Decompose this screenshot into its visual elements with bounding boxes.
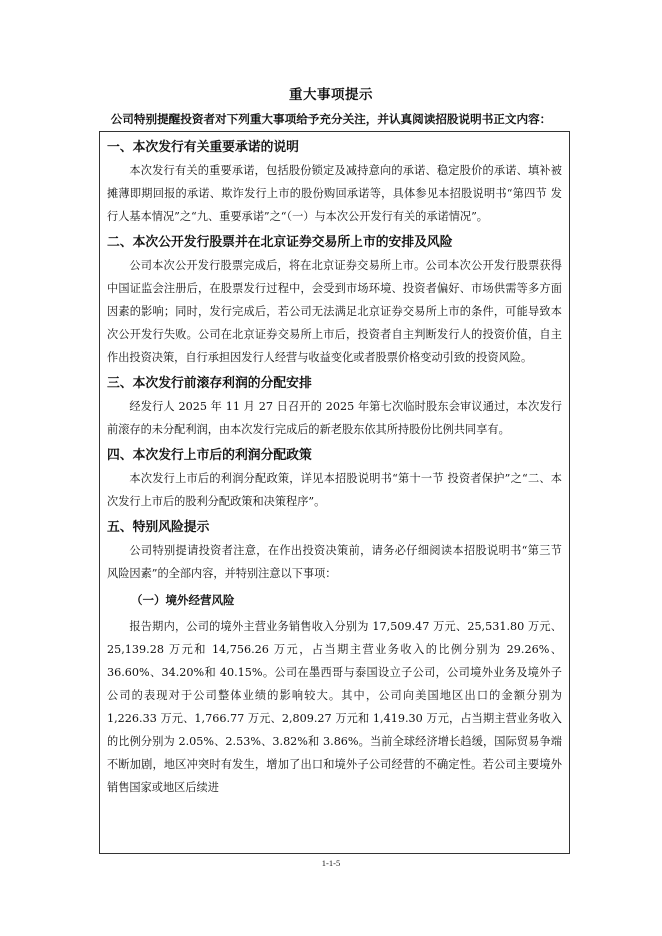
section-heading-4: 四、本次发行上市后的利润分配政策 — [107, 448, 312, 463]
content-box — [99, 131, 570, 854]
page-subtitle: 公司特别提醒投资者对下列重大事项给予充分关注，并认真阅读招股说明书正文内容： — [110, 112, 552, 126]
section-1-paragraph: 本次发行有关的重要承诺，包括股份锁定及减持意向的承诺、稳定股价的承诺、填补被摊薄即期回报的承诺、欺诈发行上市的股份购回承诺等，具体参见本招股说明书“第四节 发行人基本情况”之“九、重要承诺”之“（一）与本次公开发行有关的承诺情况”。 — [107, 164, 562, 223]
section-5-paragraph: 公司特别提请投资者注意，在作出投资决策前，请务必仔细阅读本招股说明书“第三节 风险因素”的全部内容，并特别注意以下事项： — [107, 544, 562, 580]
section-4-paragraph: 本次发行上市后的利润分配政策，详见本招股说明书“第十一节 投资者保护”之“二、本次发行上市后的股利分配政策和决策程序”。 — [107, 472, 562, 508]
subsection-heading-overseas-risk: （一）境外经营风险 — [131, 593, 235, 607]
section-heading-1: 一、本次发行有关重要承诺的说明 — [107, 140, 299, 155]
section-2-paragraph: 公司本次公开发行股票完成后，将在北京证券交易所上市。公司本次公开发行股票获得中国证监会注册后，在股票发行过程中，会受到市场环境、投资者偏好、市场供需等多方面因素的影响；同时，发行完成后，若公司无法满足北京证券交易所上市的条件，可能导致本次公开发行失败。公司在北京证券交易所上市后，投资者自主判断发行人的投资价值，自主作出投资决策，自行承担因发行人经营与收益变化或者股票价格变动引致的投资风险。 — [107, 259, 562, 364]
section-3-paragraph: 经发行人 2025 年 11 月 27 日召开的 2025 年第七次临时股东会审议通过，本次发行前滚存的未分配利润，由本次发行完成后的新老股东依其所持股份比例共同享有。 — [107, 400, 562, 436]
subsection-paragraph-overseas-risk: 报告期内，公司的境外主营业务销售收入分别为 17,509.47 万元、25,531.80 万元、25,139.28 万元和 14,756.26 万元，占当期主营业务收入的比例分别为 29.26%、36.60%、34.20%和 40.15%。公司在墨西哥与泰国设立子公司，公司境外业务及境外子公司的表现对于公司整体业绩的影响较大。其中，公司向美国地区出口的金额分别为 1,226.33 万元、1,766.77 万元、2,809.27 万元和 1,419.30 万元，占当期主营业务收入的比例分别为 2.05%、2.53%、3.82%和 3.86%。当前全球经济增长趋缓，国际贸易争端不断加剧，地区冲突时有发生，增加了出口和境外子公司经营的不确定性。若公司主要境外销售国家或地区后续进 — [107, 620, 562, 794]
page-number: 1-1-5 — [321, 858, 341, 868]
section-heading-2: 二、本次公开发行股票并在北京证券交易所上市的安排及风险 — [107, 235, 453, 250]
section-heading-3: 三、本次发行前滚存利润的分配安排 — [107, 376, 312, 391]
page-title: 重大事项提示 — [289, 87, 373, 103]
section-heading-5: 五、特别风险提示 — [107, 520, 210, 535]
